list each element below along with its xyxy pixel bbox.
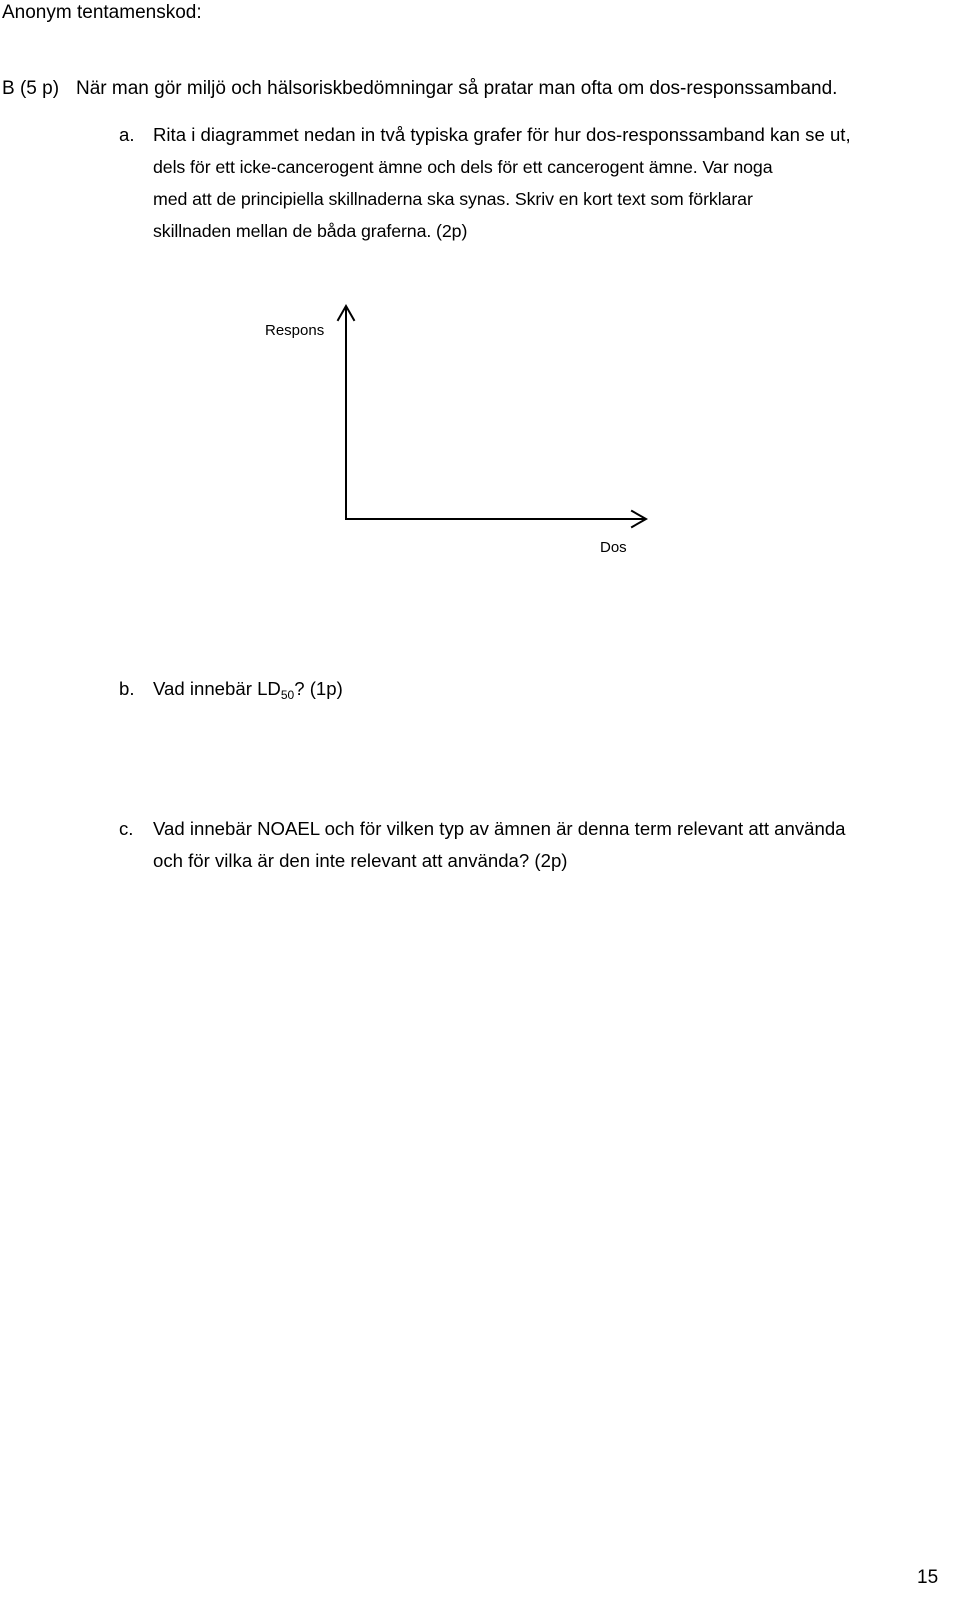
- question-intro-text: När man gör miljö och hälsoriskbedömningar så pratar man ofta om dos-responssamband.: [76, 78, 838, 99]
- page-number: 15: [917, 1567, 939, 1588]
- item-a-line: skillnaden mellan de båda graferna. (2p): [153, 221, 468, 241]
- item-c-body: [153, 813, 953, 877]
- x-axis-arrowhead: [632, 511, 646, 527]
- item-b-marker: b.: [119, 678, 135, 699]
- y-axis-arrowhead: [338, 306, 354, 320]
- item-c-line: och för vilka är den inte relevant att använda? (2p): [153, 850, 568, 871]
- item-a-line: med att de principiella skillnaderna ska synas. Skriv en kort text som förklarar: [153, 189, 753, 209]
- item-b-subscript: 50: [280, 688, 295, 702]
- item-b-text: [153, 676, 953, 702]
- item-a-line: dels för ett icke-cancerogent ämne och dels för ett cancerogent ämne. Var noga: [153, 157, 773, 177]
- item-c-line: Vad innebär NOAEL och för vilken typ av ämnen är denna term relevant att använda: [153, 818, 846, 839]
- y-axis-label: Respons: [265, 322, 325, 339]
- question-label: B (5 p): [2, 78, 60, 99]
- item-a-body: [153, 119, 953, 247]
- question-intro: [2, 76, 837, 102]
- item-a-marker: a.: [119, 124, 135, 145]
- item-b-text-after: ? (1p): [294, 678, 343, 699]
- page-header-title: Anonym tentamenskod:: [2, 2, 202, 23]
- item-c-marker: c.: [119, 818, 134, 839]
- x-axis-label: Dos: [600, 539, 627, 556]
- item-b-text-before: Vad innebär LD: [153, 678, 281, 699]
- item-a-line: Rita i diagrammet nedan in två typiska grafer för hur dos-responssamband kan se ut,: [153, 124, 851, 145]
